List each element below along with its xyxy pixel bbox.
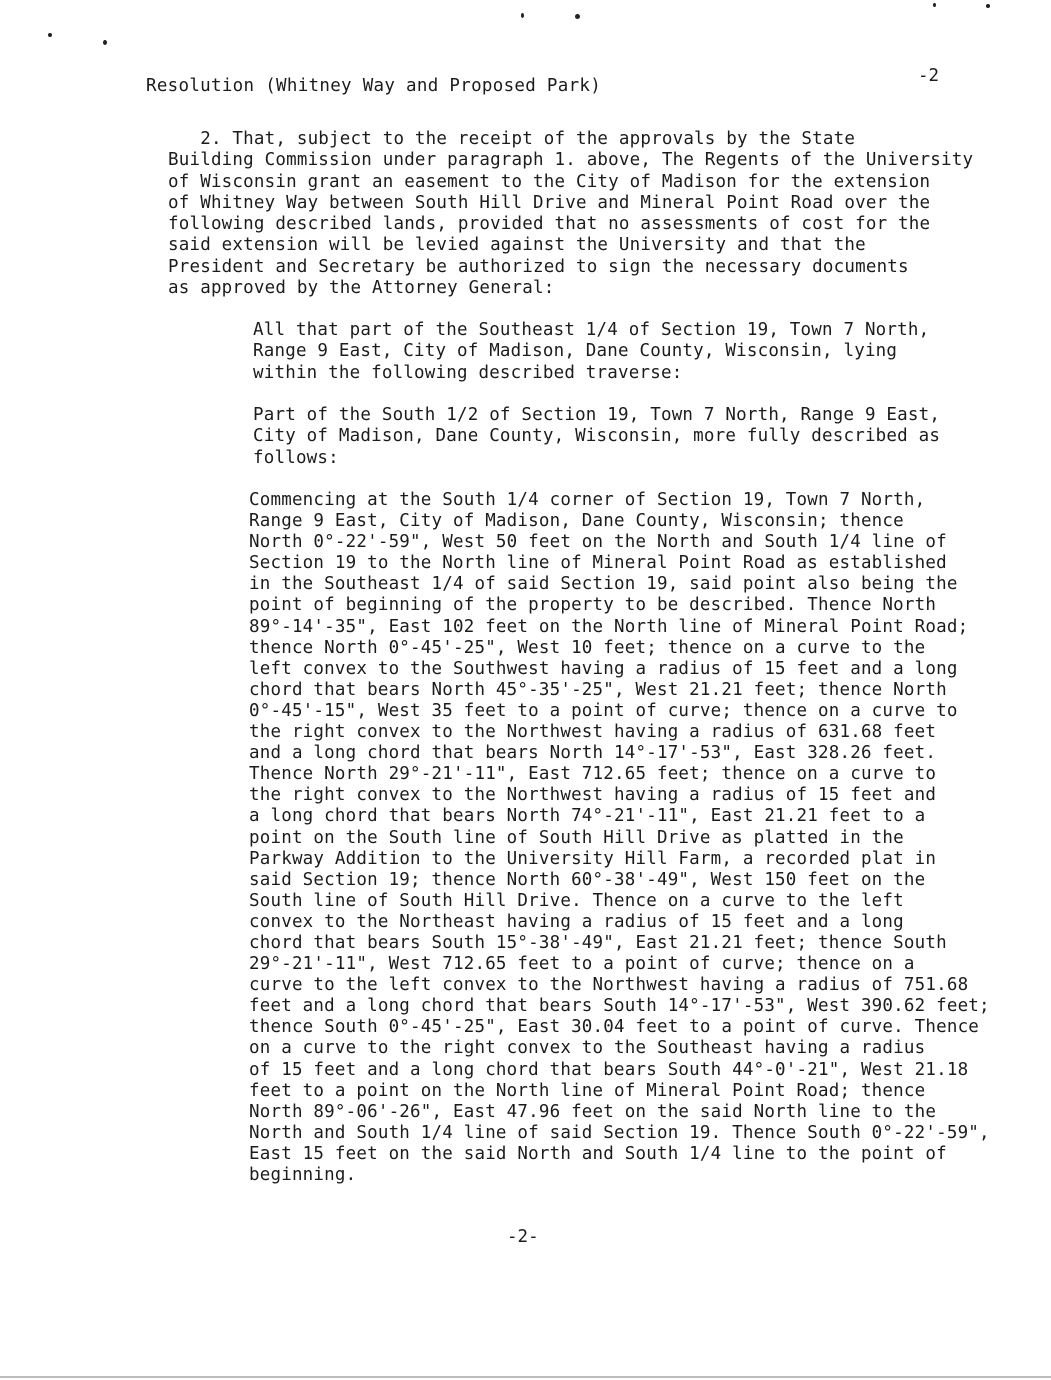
- text-line: Parkway Addition to the University Hill Farm, a recorded plat in: [249, 848, 937, 869]
- text-line: Range 9 East, City of Madison, Dane County, Wisconsin; thence: [249, 511, 904, 532]
- scan-bottom-edge: [0, 1376, 1051, 1378]
- scan-speck: [521, 13, 524, 18]
- text-line: said extension will be levied against the University and that the: [168, 235, 866, 256]
- text-line: North and South 1/4 line of said Section 19. Thence South 0°-22'-59",: [249, 1122, 990, 1143]
- text-line: Building Commission under paragraph 1. above, The Regents of the University: [168, 150, 974, 171]
- resolution-paragraph-2: [168, 129, 973, 299]
- text-line: Part of the South 1/2 of Section 19, Town 7 North, Range 9 East,: [253, 405, 941, 425]
- text-line: following described lands, provided that no assessments of cost for the: [168, 214, 931, 235]
- text-line: North 0°-22'-59", West 50 feet on the North and South 1/4 line of: [249, 532, 947, 553]
- scan-speck: [48, 33, 52, 37]
- text-line: All that part of the Southeast 1/4 of Section 19, Town 7 North,: [253, 320, 930, 340]
- text-line: the right convex to the Northwest having a radius of 631.68 feet: [249, 722, 937, 743]
- scan-speck: [933, 3, 936, 7]
- text-line: left convex to the Southwest having a radius of 15 feet and a long: [249, 658, 958, 679]
- text-line: convex to the Northeast having a radius of 15 feet and a long: [249, 911, 904, 932]
- text-line: within the following described traverse:: [253, 362, 683, 383]
- text-line: point on the South line of South Hill Drive as platted in the: [249, 827, 904, 848]
- text-line: curve to the left convex to the Northwest having a radius of 751.68: [249, 975, 969, 996]
- scan-speck: [103, 40, 107, 45]
- text-line: President and Secretary be authorized to sign the necessary documents: [168, 256, 909, 277]
- text-line: feet and a long chord that bears South 14°-17'-53", West 390.62 feet;: [249, 996, 990, 1017]
- document-header-title: Resolution (Whitney Way and Proposed Park): [146, 76, 602, 96]
- text-line: South line of South Hill Drive. Thence on a curve to the left: [249, 890, 904, 911]
- text-line: said Section 19; thence North 60°-38'-49", West 150 feet on the: [249, 869, 926, 890]
- land-description-paragraph: [253, 320, 929, 384]
- scan-speck: [575, 14, 580, 19]
- text-line: beginning.: [249, 1165, 357, 1185]
- text-line: North 89°-06'-26", East 47.96 feet on the said North line to the: [249, 1101, 937, 1122]
- traverse-description-paragraph: [249, 490, 990, 1186]
- text-line: on a curve to the right convex to the Southeast having a radius: [249, 1038, 926, 1059]
- text-line: thence South 0°-45'-25", East 30.04 feet to a point of curve. Thence: [249, 1017, 980, 1038]
- text-line: 29°-21'-11", West 712.65 feet to a point of curve; thence on a: [249, 954, 915, 975]
- text-line: the right convex to the Northwest having a radius of 15 feet and: [249, 785, 937, 806]
- text-line: thence North 0°-45'-25", West 10 feet; thence on a curve to the: [249, 637, 926, 658]
- text-line: and a long chord that bears North 14°-17'-53", East 328.26 feet.: [249, 743, 937, 764]
- text-line: City of Madison, Dane County, Wisconsin, more fully described as: [253, 426, 941, 447]
- scan-speck: [986, 4, 990, 8]
- text-line: follows:: [253, 447, 339, 468]
- text-line: Thence North 29°-21'-11", East 712.65 feet; thence on a curve to: [249, 764, 937, 785]
- text-line: chord that bears South 15°-38'-49", East 21.21 feet; thence South: [249, 932, 947, 953]
- text-line: East 15 feet on the said North and South 1/4 line to the point of: [249, 1143, 947, 1164]
- text-line: feet to a point on the North line of Mineral Point Road; thence: [249, 1080, 926, 1101]
- text-line: of Whitney Way between South Hill Drive and Mineral Point Road over the: [168, 192, 931, 213]
- text-line: Commencing at the South 1/4 corner of Section 19, Town 7 North,: [249, 490, 926, 510]
- text-line: point of beginning of the property to be described. Thence North: [249, 595, 937, 616]
- text-line: Section 19 to the North line of Mineral Point Road as established: [249, 553, 947, 574]
- text-line: a long chord that bears North 74°-21'-11", East 21.21 feet to a: [249, 806, 926, 827]
- text-line: 0°-45'-15", West 35 feet to a point of curve; thence on a curve to: [249, 700, 958, 721]
- text-line: in the Southeast 1/4 of said Section 19, said point also being the: [249, 574, 958, 595]
- header-page-marker: -2: [918, 66, 940, 86]
- traverse-intro-paragraph: [253, 405, 940, 469]
- footer-page-number: -2-: [507, 1227, 539, 1247]
- text-line: of 15 feet and a long chord that bears South 44°-0'-21", West 21.18: [249, 1059, 969, 1080]
- text-line: of Wisconsin grant an easement to the City of Madison for the extension: [168, 171, 931, 192]
- text-line: 2. That, subject to the receipt of the approvals by the State: [168, 129, 856, 149]
- text-line: 89°-14'-35", East 102 feet on the North line of Mineral Point Road;: [249, 616, 969, 637]
- text-line: as approved by the Attorney General:: [168, 278, 555, 299]
- text-line: chord that bears North 45°-35'-25", West 21.21 feet; thence North: [249, 679, 947, 700]
- text-line: Range 9 East, City of Madison, Dane County, Wisconsin, lying: [253, 341, 898, 362]
